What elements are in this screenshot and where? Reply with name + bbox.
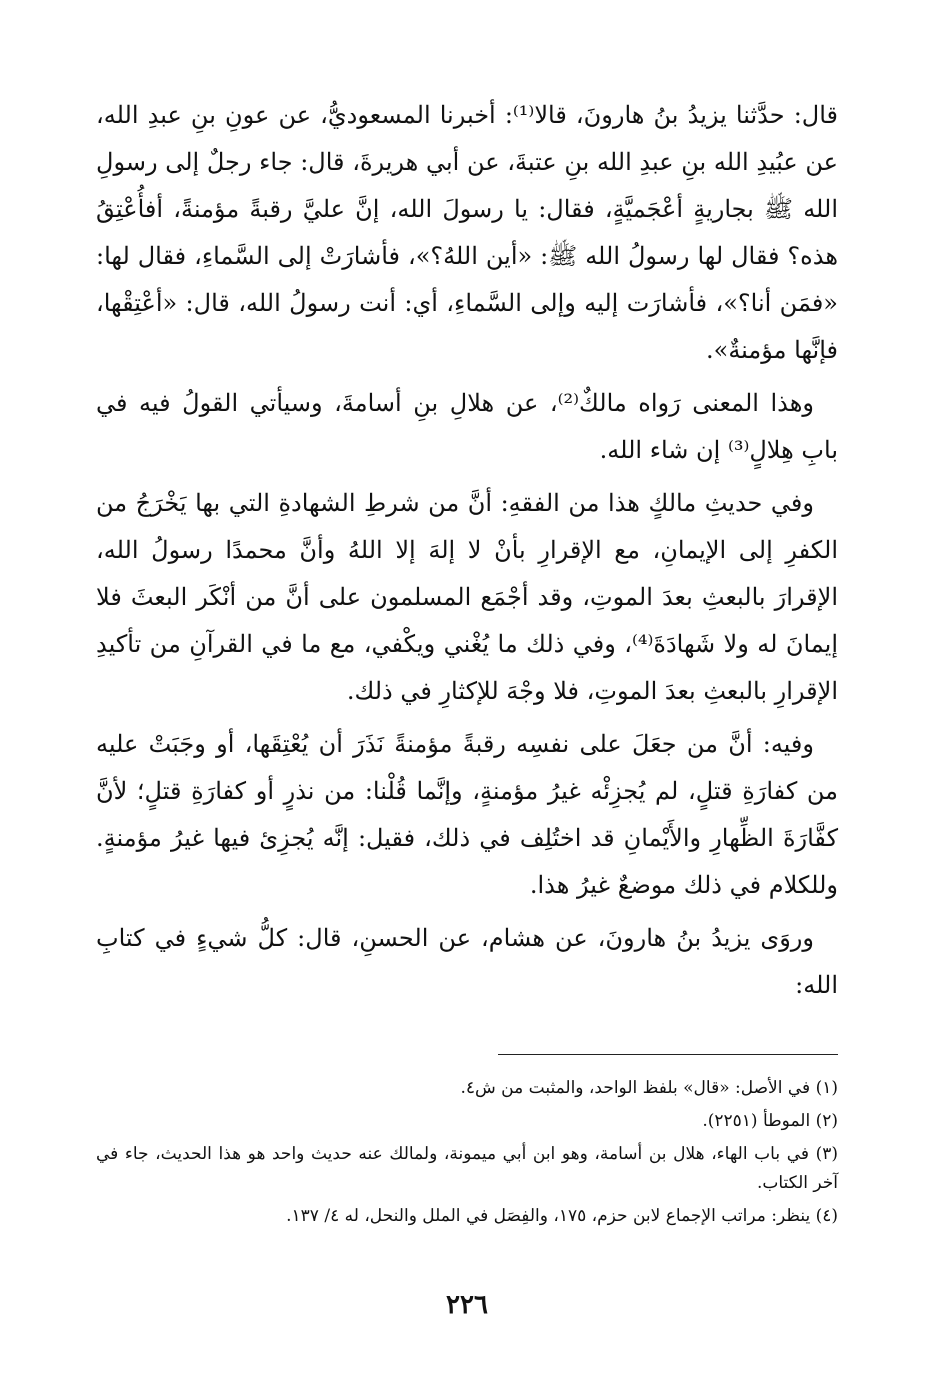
- main-text: [96, 92, 838, 1015]
- footnote-3: (٣) في باب الهاء، هلال بن أسامة، وهو ابن أبي ميمونة، ولمالك عنه حديث واحد هو هذا الحديث، جاء في آخر الكتاب.: [96, 1144, 838, 1193]
- paragraph-2: وهذا المعنى رَواه مالكٌ⁽²⁾، عن هلالِ بنِ أسامةَ، وسيأتي القولُ فيه في بابِ هِلالٍ⁽³⁾ إن شاء الله.: [96, 389, 838, 464]
- paragraph-3: وفي حديثِ مالكٍ هذا من الفقهِ: أنَّ من شرطِ الشهادةِ التي بها يَخْرَجُ من الكفرِ إلى الإيمانِ، مع الإقرارِ بأنْ لا إلهَ إلا اللهُ وأنَّ محمدًا رسولُ الله، الإقرارَ بالبعثِ بعدَ الموتِ، وقد أجْمَع المسلمون على أنَّ من أنْكَر البعثَ فلا إيمانَ له ولا شَهادَةَ⁽⁴⁾، وفي ذلك ما يُغْني ويكْفي، مع ما في القرآنِ من تأكيدِ الإقرارِ بالبعثِ بعدَ الموتِ، فلا وجْهَ للإكثارِ في ذلك.: [96, 489, 838, 705]
- paragraph-4: وفيه: أنَّ من جعَلَ على نفسِه رقبةً مؤمنةً نَذَرَ أن يُعْتِقَها، أو وجَبَتْ عليه من كفارَةِ قتلٍ، لم يُجزِئْه غيرُ مؤمنةٍ، وإنَّما قُلْنا: من نذرٍ أو كفارَةِ قتلٍ؛ لأنَّ كفَّارَةَ الظِّهارِ والأَيْمانِ قد اختُلِف في ذلك، فقيل: إنَّه يُجزِئ فيها غيرُ مؤمنةٍ. وللكلام في ذلك موضعٌ غيرُ هذا.: [96, 730, 838, 899]
- footnote-1: (١) في الأصل: «قال» بلفظ الواحد، والمثبت من ش٤.: [460, 1078, 838, 1098]
- page-number: ٢٢٦: [446, 1290, 488, 1320]
- footnote-2: (٢) الموطأ (٢٢٥١).: [702, 1111, 838, 1131]
- paragraph-5: وروَى يزيدُ بنُ هارونَ، عن هشام، عن الحسنِ، قال: كلُّ شيءٍ في كتابِ الله:: [96, 924, 838, 999]
- footnotes: [96, 1074, 838, 1235]
- footnote-separator: [498, 1054, 838, 1055]
- paragraph-1: قال: حدَّثنا يزيدُ بنُ هارونَ، قالا⁽¹⁾: أخبرنا المسعوديُّ، عن عونِ بنِ عبدِ الله، عن عبُيدِ الله بنِ عبدِ الله بنِ عتبةَ، عن أبي هريرةَ، قال: جاء رجلٌ إلى رسولِ الله ﷺ بجاريةٍ أعْجَميَّةٍ، فقال: يا رسولَ الله، إنَّ عليَّ رقبةً مؤمنةً، أفأُعْتِقُ هذه؟ فقال لها رسولُ الله ﷺ: «أين اللهُ؟»، فأشارَتْ إلى السَّماءِ، فقال لها: «فمَن أنا؟»، فأشارَت إليه وإلى السَّماءِ، أي: أنت رسولُ الله، قال: «أعْتِقْها، فإنَّها مؤمنةٌ».: [96, 101, 838, 364]
- footnote-4: (٤) ينظر: مراتب الإجماع لابن حزم، ١٧٥، والفِصَل في الملل والنحل، له ٤/ ١٣٧.: [286, 1206, 838, 1226]
